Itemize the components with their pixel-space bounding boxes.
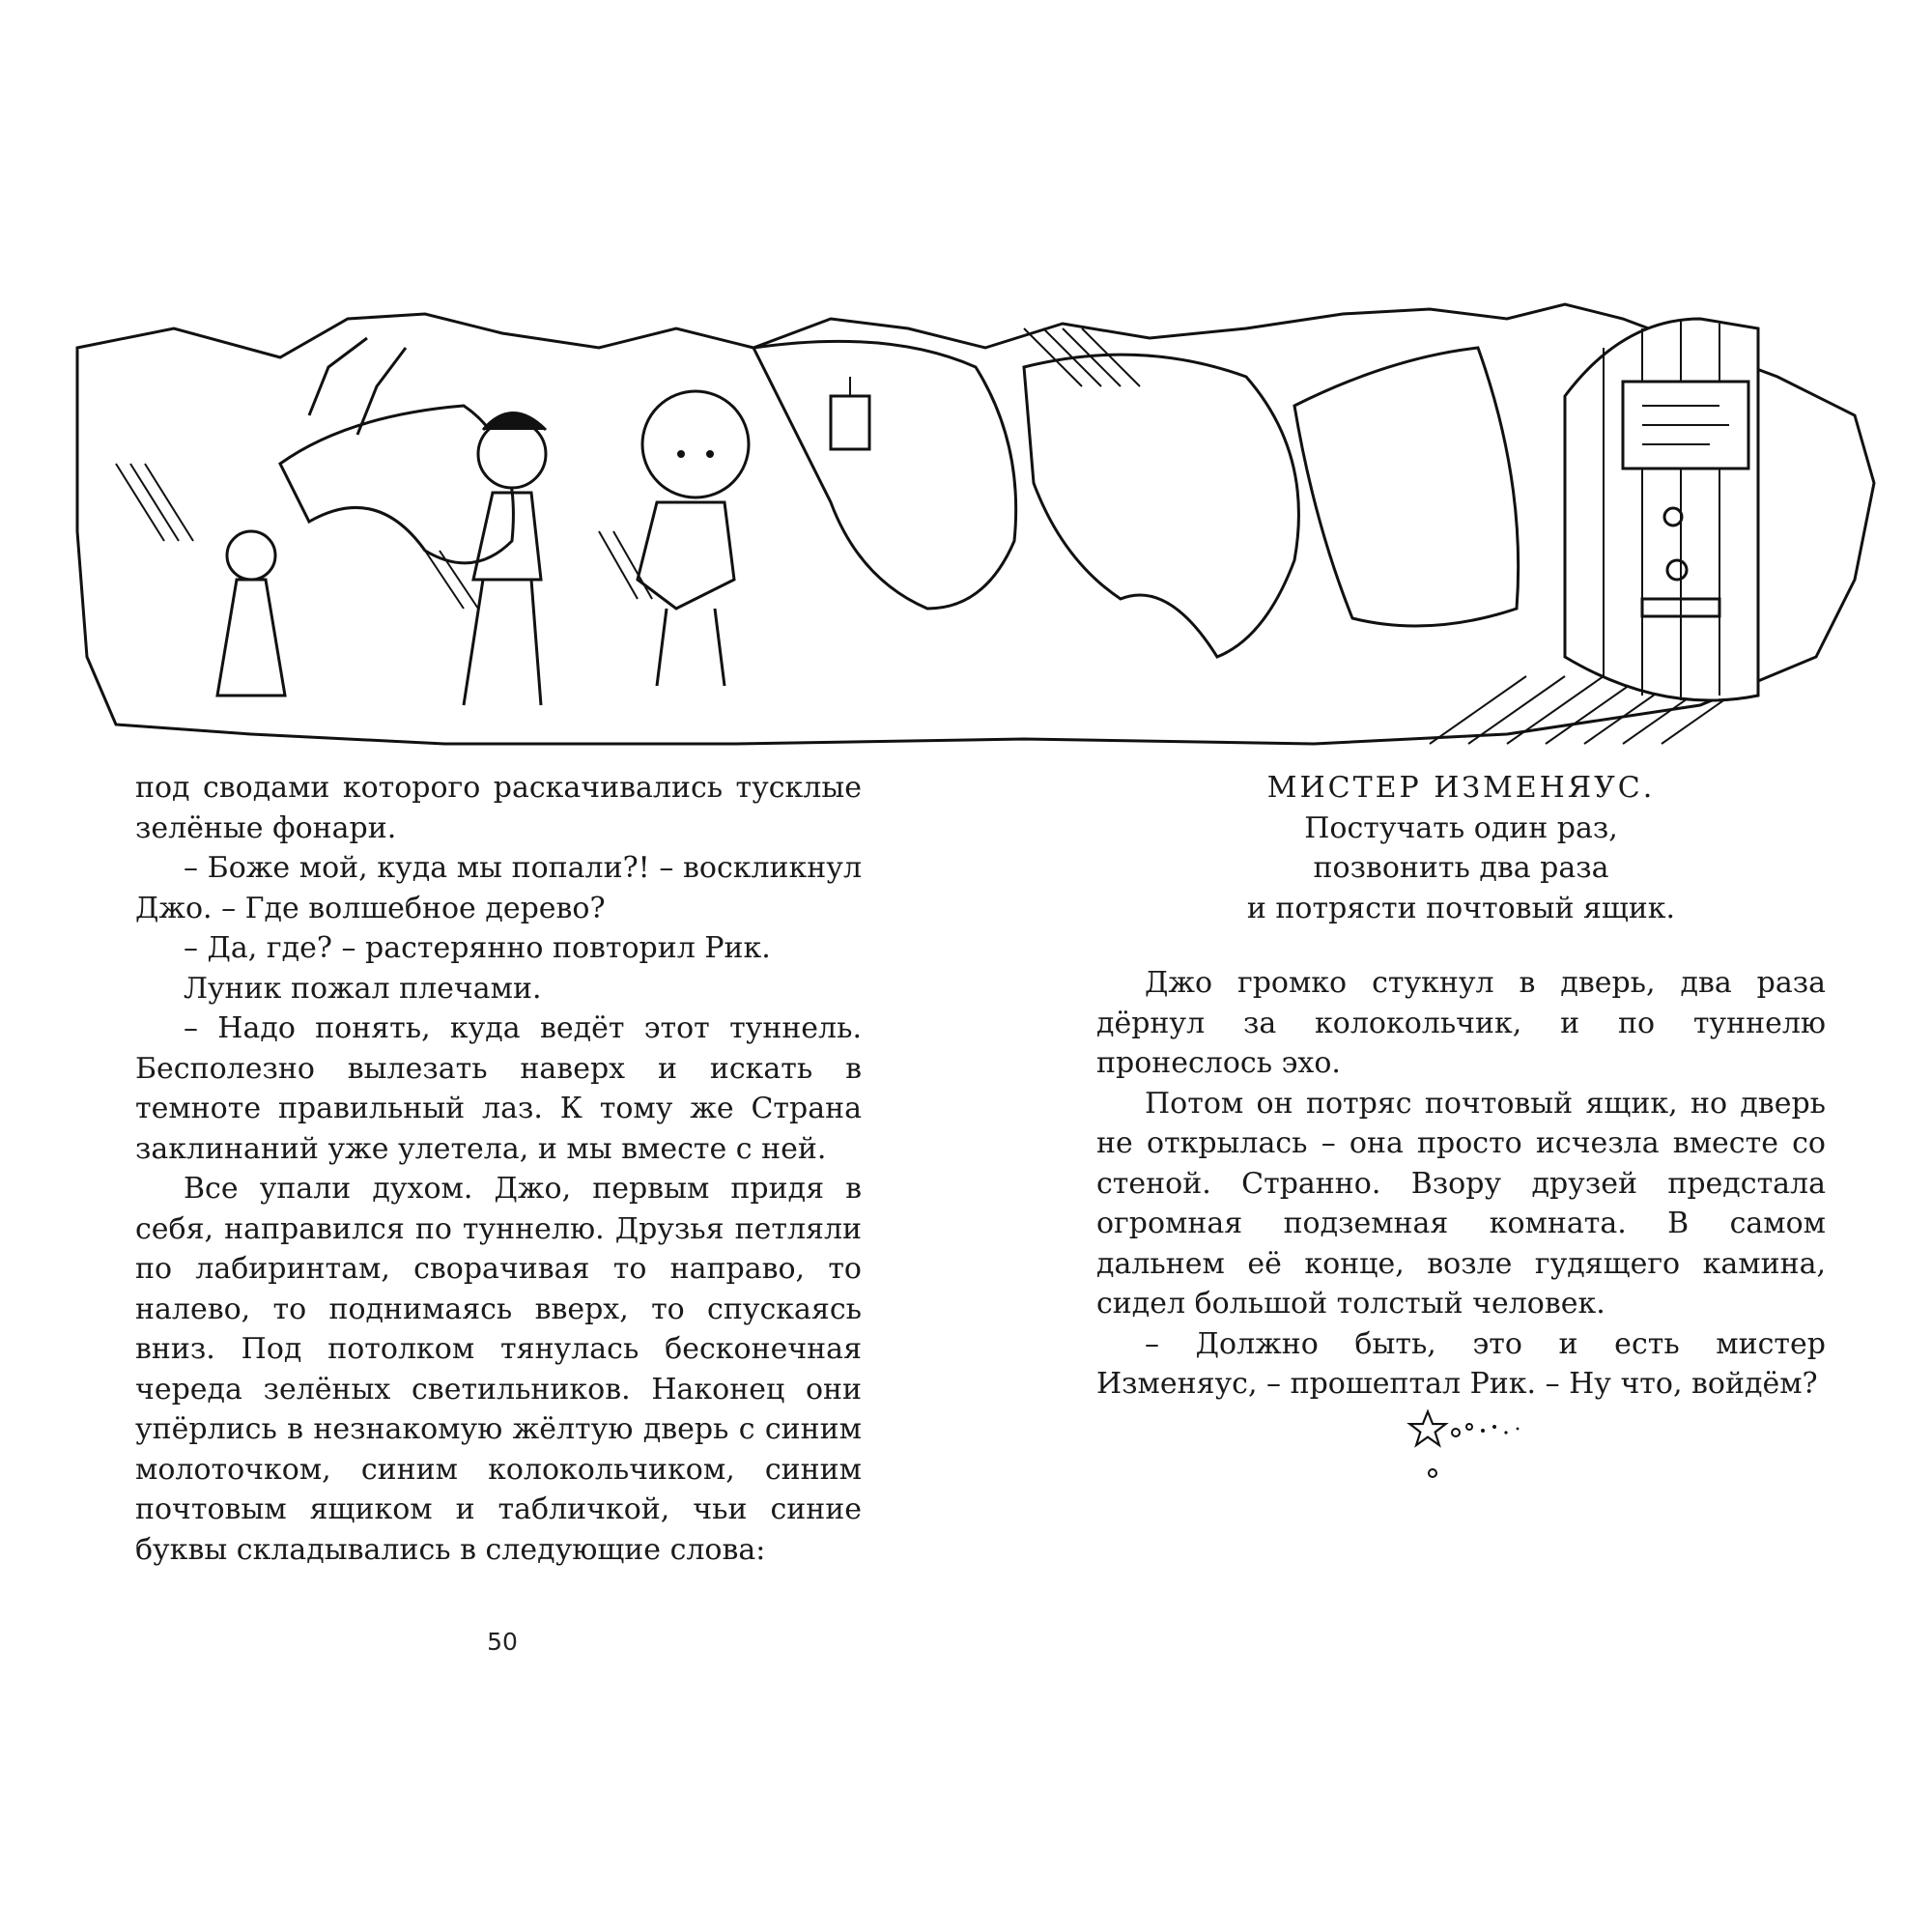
star-sparkle-icon (1406, 1406, 1531, 1483)
door-sign-text (1096, 768, 1826, 928)
paragraph: – Надо понять, куда ведёт этот туннель. Бесполезно вылезать наверх и искать в темноте правильный лаз. К тому же Страна заклинаний уже улетела, и мы вместе с ней. (135, 1011, 862, 1166)
paragraph: Джо громко стукнул в дверь, два раза дёрнул за колокольчик, и по туннелю пронеслось эхо. (1096, 966, 1826, 1080)
paragraph: под сводами которого раскачивались тусклые зелёные фонари. (135, 771, 862, 845)
sign-line: и потрясти почтовый ящик. (1246, 891, 1676, 925)
left-text-column (135, 768, 862, 1570)
paragraph: – Боже мой, куда мы попали?! – воскликнул Джо. – Где волшебное дерево? (135, 851, 862, 925)
page-number: 50 (487, 1628, 518, 1656)
sign-line: позвонить два раза (1313, 851, 1609, 885)
cave-scene-icon (58, 290, 1893, 773)
sign-line: Постучать один раз, (1304, 810, 1618, 845)
paragraph: Потом он потряс почтовый ящик, но дверь не открылась – она просто исчезла вместе со стеной. Странно. Взору друзей предстала огромная подземная комната. В самом дальнем её конце, возле гудящего камина, сидел большой толстый человек. (1096, 1086, 1826, 1321)
cave-illustration (58, 290, 1893, 773)
right-text-column (1096, 768, 1826, 1405)
sign-title: МИСТЕР ИЗМЕНЯУС. (1266, 771, 1656, 805)
paragraph: Луник пожал плечами. (184, 971, 542, 1006)
paragraph: Все упали духом. Джо, первым придя в себя, направился по туннелю. Друзья петляли по лабиринтам, сворачивая то направо, то налево, то поднимаясь вверх, то спускаясь вниз. Под потолком тянулась бесконечная череда зелёных светильников. Наконец они упёрлись в незнакомую жёлтую дверь с синим молоточком, синим колокольчиком, синим почтовым ящиком и табличкой, чьи синие буквы складывались в следующие слова: (135, 1172, 862, 1567)
paragraph: – Да, где? – растерянно повторил Рик. (184, 931, 771, 965)
paragraph: – Должно быть, это и есть мистер Изменяус, – прошептал Рик. – Ну что, войдём? (1096, 1326, 1826, 1401)
